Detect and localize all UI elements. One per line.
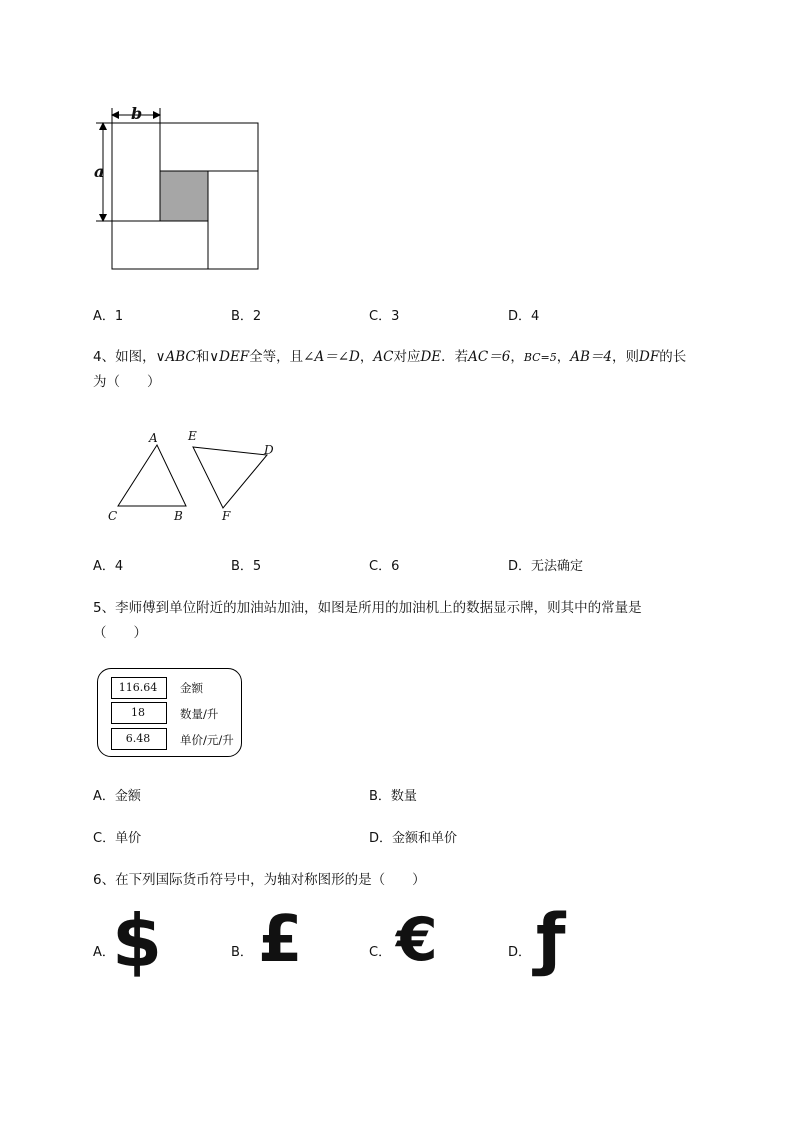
q3-option-d[interactable]: D．4 [508, 309, 540, 324]
vertex-label-b: B [174, 509, 183, 523]
vertex-label-d: D [264, 443, 274, 457]
q6-option-a-letter[interactable]: A． [93, 945, 115, 960]
florin-sign-icon: ƒ [536, 900, 566, 979]
q3-option-c[interactable]: C．3 [369, 309, 400, 324]
shaded-square [160, 171, 208, 221]
figure-squares [90, 105, 270, 280]
display-amount-label: 金额 [180, 681, 203, 695]
label-b: b [131, 104, 143, 123]
dollar-sign-icon: $ [112, 899, 163, 983]
q5-text-line2: （ ） [93, 625, 147, 641]
q4-text-line1: 4、如图，∨ABC和∨DEF全等，且∠A＝∠D，AC对应DE．若AC＝6，BC=5，AB＝4，则DF的长 [93, 349, 687, 365]
q4-option-a[interactable]: A．4 [93, 559, 124, 574]
display-price-label: 单价/元/升 [180, 733, 234, 747]
q5-text-line1: 5、李师傅到单位附近的加油站加油，如图是所用的加油机上的数据显示牌，则其中的常量是 [93, 600, 642, 616]
display-amount-value: 116.64 [118, 681, 158, 694]
triangle-def [193, 447, 267, 508]
q4-text-line2: 为（ ） [93, 374, 161, 390]
q6-option-d-letter[interactable]: D． [508, 945, 532, 960]
display-quantity-label: 数量/升 [180, 707, 219, 721]
q4-option-c[interactable]: C．6 [369, 559, 400, 574]
q6-option-b-letter[interactable]: B． [231, 945, 253, 960]
vertex-label-e: E [188, 429, 197, 443]
q3-option-a[interactable]: A．1 [93, 309, 124, 324]
q5-option-d[interactable]: D．金额和单价 [369, 831, 458, 846]
q6-option-c-letter[interactable]: C． [369, 945, 392, 960]
triangle-abc [118, 445, 186, 506]
euro-sign-icon: € [396, 905, 438, 975]
q5-option-b[interactable]: B．数量 [369, 789, 417, 804]
display-quantity-value: 18 [131, 706, 145, 719]
q5-option-a[interactable]: A．金额 [93, 789, 141, 804]
q5-option-c[interactable]: C．单价 [93, 831, 142, 846]
q4-option-d[interactable]: D．无法确定 [508, 559, 584, 574]
display-price-value: 6.48 [125, 732, 151, 745]
vertex-label-f: F [222, 509, 231, 523]
q4-option-b[interactable]: B．5 [231, 559, 262, 574]
q6-text-line1: 6、在下列国际货币符号中，为轴对称图形的是（ ） [93, 872, 426, 888]
vertex-label-c: C [108, 509, 118, 523]
label-a: a [94, 162, 105, 181]
vertex-label-a: A [149, 431, 158, 445]
pound-sign-icon: £ [258, 903, 303, 977]
q3-option-b[interactable]: B．2 [231, 309, 262, 324]
